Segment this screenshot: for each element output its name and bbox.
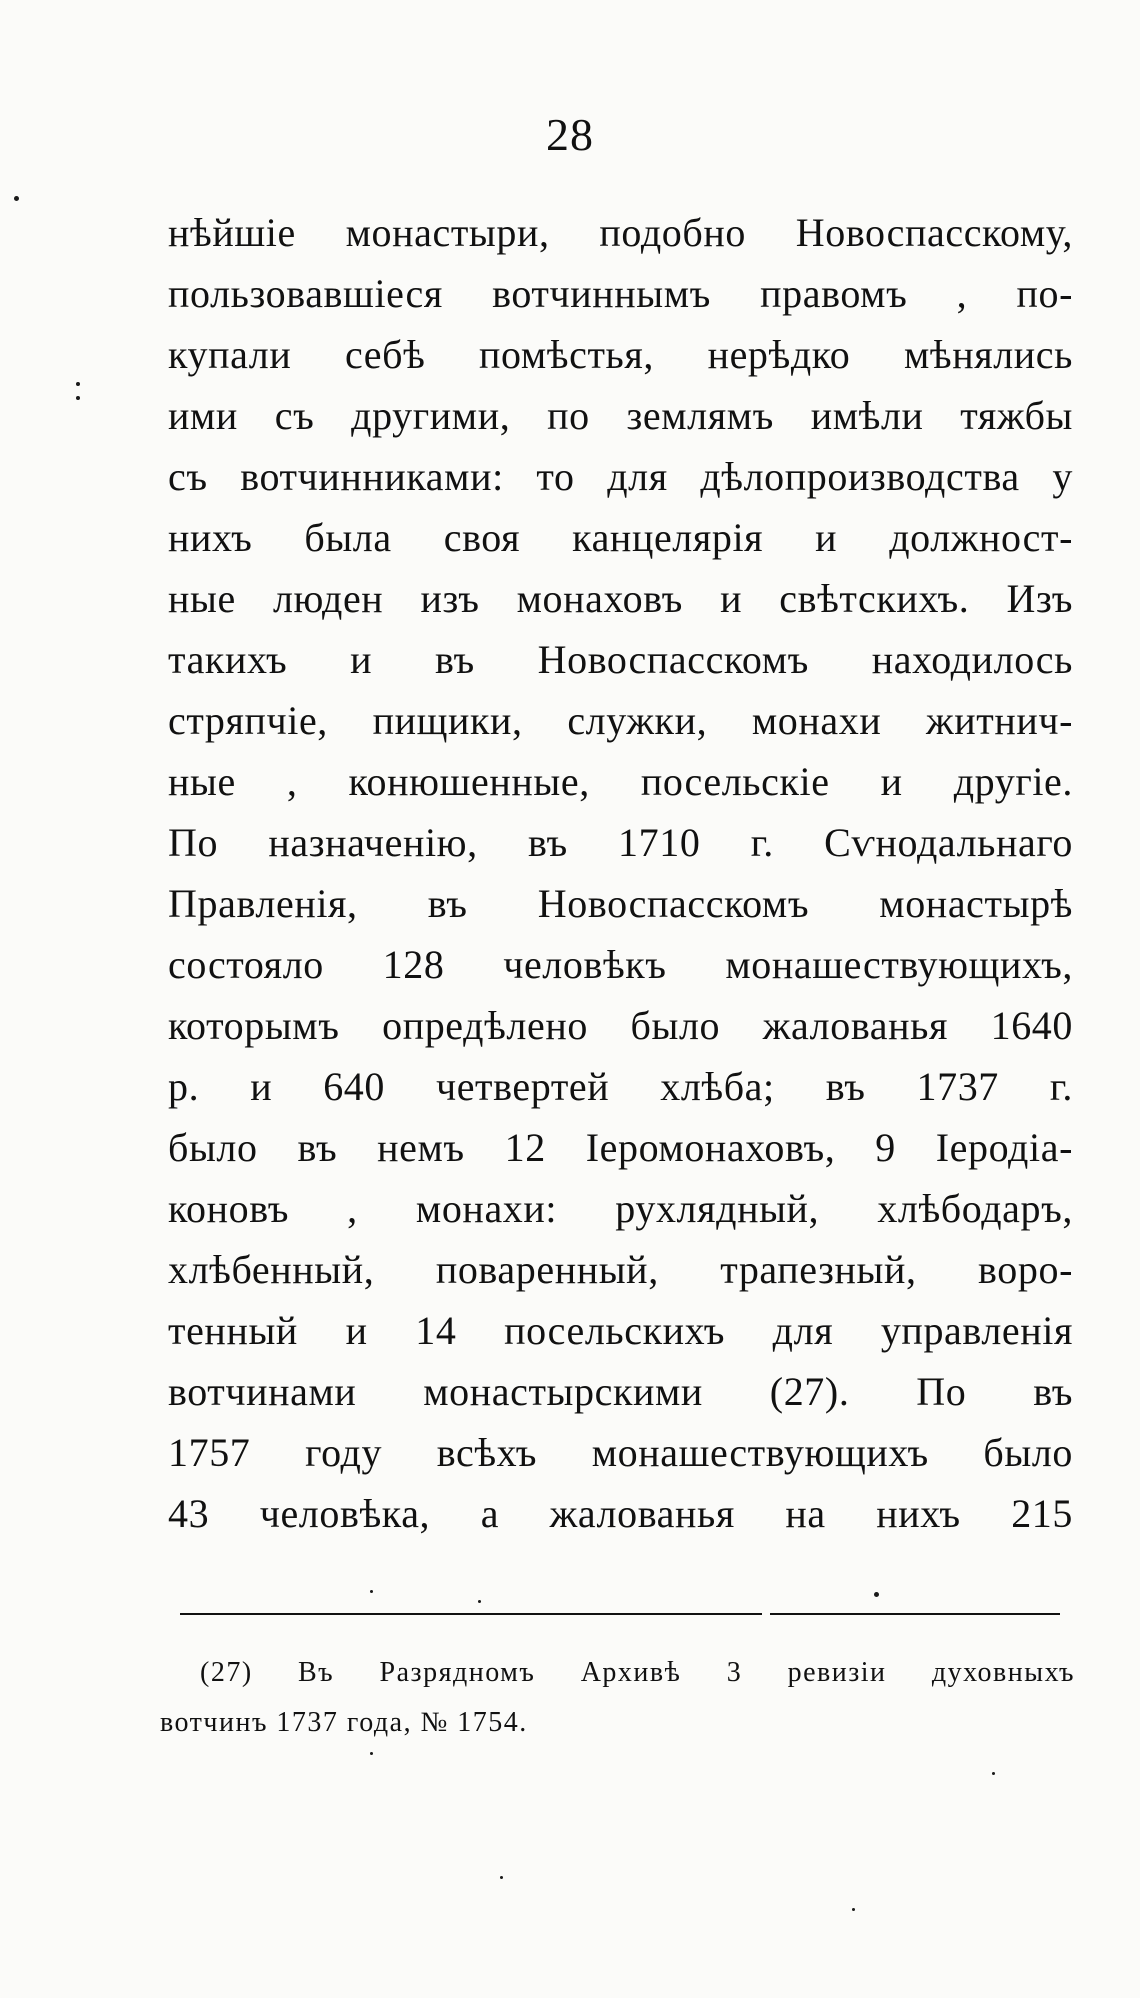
scan-speck	[874, 1592, 879, 1597]
text-line: хлѣбенный, поваренный, трапезный, воро-	[168, 1247, 1073, 1292]
footnote-line: (27) Въ Разрядномъ Архивѣ 3 ревизіи духовныхъ	[200, 1657, 1075, 1688]
text-line: р. и 640 четвертей хлѣба; въ 1737 г.	[168, 1064, 1073, 1109]
footnote-line: вотчинъ 1737 года, № 1754.	[160, 1707, 528, 1738]
text-line: стряпчіе, пищики, служки, монахи житнич-	[168, 698, 1073, 743]
text-line: ные люден изъ монаховъ и свѣтскихъ. Изъ	[168, 576, 1073, 621]
scan-speck	[370, 1752, 373, 1755]
page-number: 28	[546, 109, 594, 160]
text-line: купали себѣ помѣстья, нерѣдко мѣнялись	[168, 332, 1073, 377]
footnote	[160, 1648, 1075, 1748]
text-line: пользовавшіеся вотчиннымъ правомъ , по-	[168, 271, 1073, 316]
text-line: такихъ и въ Новоспасскомъ находилось	[168, 637, 1073, 682]
text-line: ими съ другими, по землямъ имѣли тяжбы	[168, 393, 1073, 438]
text-line: Правленія, въ Новоспасскомъ монастырѣ	[168, 881, 1073, 926]
scan-speck	[14, 196, 19, 201]
text-line: нѣйшіе монастыри, подобно Новоспасскому,	[168, 210, 1073, 255]
text-line: вотчинами монастырскими (27). По въ	[168, 1369, 1073, 1414]
text-line: было въ немъ 12 Іеромонаховъ, 9 Іеродіа-	[168, 1125, 1073, 1170]
text-line: 1757 году всѣхъ монашествующихъ было	[168, 1430, 1073, 1475]
text-line: По назначенію, въ 1710 г. Сѵнодальнаго	[168, 820, 1073, 865]
scan-speck	[500, 1876, 503, 1879]
text-line: съ вотчинниками: то для дѣлопроизводства у	[168, 454, 1073, 499]
footnote-separator-rule	[180, 1613, 762, 1615]
text-line: коновъ , монахи: рухлядный, хлѣбодаръ,	[168, 1186, 1073, 1231]
text-line: 43 человѣка, а жалованья на нихъ 215	[168, 1491, 1073, 1536]
scan-speck	[992, 1772, 995, 1775]
scan-speck	[478, 1600, 481, 1603]
footnote-separator-rule	[770, 1613, 1060, 1615]
text-line: состояло 128 человѣкъ монашествующихъ,	[168, 942, 1073, 987]
text-line: нихъ была своя канцелярія и должност-	[168, 515, 1073, 560]
body-text	[168, 202, 1073, 1544]
text-line: ные , конюшенные, посельскіе и другіе.	[168, 759, 1073, 804]
scan-speck	[76, 396, 80, 400]
scan-speck	[370, 1590, 373, 1593]
scan-speck	[76, 382, 80, 386]
scan-speck	[852, 1908, 855, 1911]
text-line: тенный и 14 посельскихъ для управленія	[168, 1308, 1073, 1353]
text-line: которымъ опредѣлено было жалованья 1640	[168, 1003, 1073, 1048]
